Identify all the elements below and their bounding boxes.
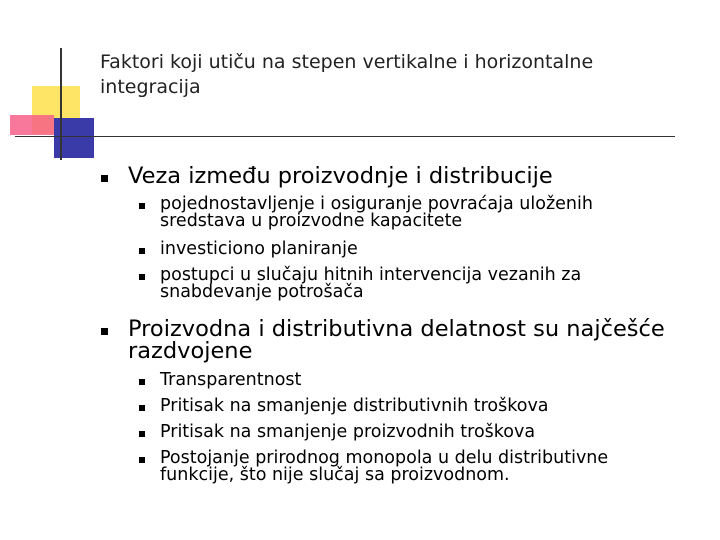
decor-vertical-line (60, 48, 62, 160)
bullet-2: Proizvodna i distributivna delatnost su najčešće razdvojene (128, 316, 665, 364)
sub-bullet-marker (139, 379, 145, 385)
bullet-marker (101, 328, 108, 335)
bullet-2-sub-2: Pritisak na smanjenje distributivnih troškova (160, 396, 549, 416)
bullet-1-sub-2: investiciono planiranje (160, 239, 358, 259)
slide-title: Faktori koji utiču na stepen vertikalne i horizontalne integracija (100, 51, 594, 98)
bullet-marker (101, 175, 108, 182)
decor-red-bar (10, 115, 54, 135)
title-divider (15, 136, 675, 137)
sub-bullet-marker (139, 405, 145, 411)
sub-bullet-marker (139, 248, 145, 254)
sub-bullet-marker (139, 431, 145, 437)
sub-bullet-marker (139, 457, 145, 463)
bullet-2-sub-1: Transparentnost (160, 370, 302, 390)
sub-bullet-marker (139, 274, 145, 280)
bullet-1: Veza između proizvodnje i distribucije (128, 163, 553, 189)
bullet-1-sub-1: pojednostavljenje i osiguranje povraćaja uloženih sredstava u proizvodne kapacitete (160, 194, 593, 231)
bullet-1-sub-3: postupci u slučaju hitnih intervencija vezanih za snabdevanje potrošača (160, 265, 582, 302)
sub-bullet-marker (139, 203, 145, 209)
bullet-2-sub-3: Pritisak na smanjenje proizvodnih troškova (160, 422, 536, 442)
bullet-2-sub-4: Postojanje prirodnog monopola u delu distributivne funkcije, što nije slučaj sa proizvodnom. (160, 448, 609, 485)
